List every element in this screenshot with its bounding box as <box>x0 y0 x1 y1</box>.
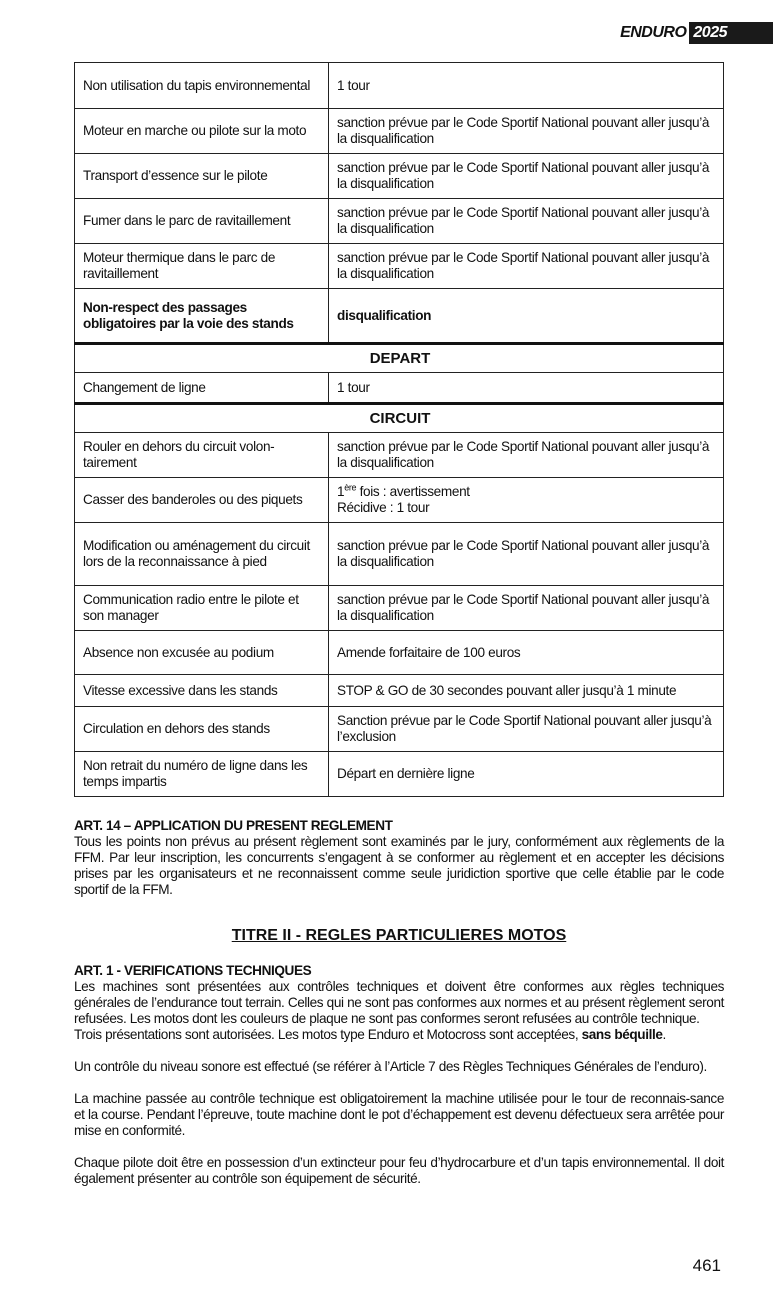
sanction-cell: sanction prévue par le Code Sportif National pouvant aller jusqu’à la disqualification <box>329 586 724 631</box>
infraction-cell: Vitesse excessive dans les stands <box>75 675 329 707</box>
infraction-cell: Non utilisation du tapis environnemental <box>75 63 329 109</box>
infraction-cell: Rouler en dehors du circuit volon-tairement <box>75 433 329 478</box>
table-row <box>75 675 724 707</box>
art1-paragraph-1: Les machines sont présentées aux contrôles techniques et doivent être conformes aux règles techniques générales de l’endurance tout terrain. Celles qui ne sont pas conformes aux normes et au présent règlement seront refusées. Les motos dont les couleurs de plaque ne sont pas conformes seront refusées au contrôle technique. <box>74 979 724 1026</box>
table-row <box>75 523 724 586</box>
infraction-cell: Circulation en dehors des stands <box>75 707 329 752</box>
table-row <box>75 63 724 109</box>
sanction-cell: STOP & GO de 30 secondes pouvant aller jusqu’à 1 minute <box>329 675 724 707</box>
sanction-cell: disqualification <box>329 289 724 344</box>
section-row-depart <box>75 344 724 373</box>
infraction-cell: Moteur thermique dans le parc de ravitaillement <box>75 244 329 289</box>
section-title: DEPART <box>75 344 724 373</box>
brand-year: 2025 <box>689 22 773 44</box>
table-row <box>75 631 724 675</box>
sanction-cell: sanction prévue par le Code Sportif National pouvant aller jusqu’à la disqualification <box>329 433 724 478</box>
table-row <box>75 373 724 404</box>
infraction-cell: Modification ou aménagement du circuit lors de la reconnaissance à pied <box>75 523 329 586</box>
infraction-cell: Transport d’essence sur le pilote <box>75 154 329 199</box>
page-number: 461 <box>692 1256 721 1275</box>
titre-ii-heading: TITRE II - REGLES PARTICULIERES MOTOS <box>231 927 567 944</box>
art14-section <box>74 818 724 898</box>
infraction-cell: Non retrait du numéro de ligne dans les temps impartis <box>75 752 329 797</box>
sanction-cell <box>329 478 724 523</box>
table-row <box>75 199 724 244</box>
sanction-second-line: Récidive : 1 tour <box>337 500 430 515</box>
sanction-cell: Sanction prévue par le Code Sportif National pouvant aller jusqu’à l’exclusion <box>329 707 724 752</box>
infraction-cell: Communication radio entre le pilote et son manager <box>75 586 329 631</box>
table-row <box>75 478 724 523</box>
sanction-cell: sanction prévue par le Code Sportif National pouvant aller jusqu’à la disqualification <box>329 154 724 199</box>
sanctions-table <box>74 62 724 797</box>
art14-body: Tous les points non prévus au présent règlement sont examinés par le jury, conformément aux règlements de la FFM. Par leur inscription, les concurrents s’engagent à se conformer au règlement et en accepter les décisions prises par les organisateurs et ne reconnaissent comme seule juridiction sportive que celle établie par le code sportif de la FFM. <box>74 834 724 897</box>
art1-paragraph-4: La machine passée au contrôle technique est obligatoirement la machine utilisée pour le tour de reconnais-sance et la course. Pendant l’épreuve, toute machine dont le pot d’échappement est devenu défectueux sera arrêtée pour mise en conformité. <box>74 1091 724 1138</box>
table-row <box>75 752 724 797</box>
sanction-cell: sanction prévue par le Code Sportif National pouvant aller jusqu’à la disqualification <box>329 523 724 586</box>
table-row <box>75 586 724 631</box>
sanction-first-line: 1ère fois : avertissement <box>337 482 470 499</box>
sanction-cell: sanction prévue par le Code Sportif National pouvant aller jusqu’à la disqualification <box>329 244 724 289</box>
art1-heading: ART. 1 - VERIFICATIONS TECHNIQUES <box>74 963 312 978</box>
brand-enduro: ENDURO <box>620 24 687 41</box>
infraction-cell: Non-respect des passages obligatoires par la voie des stands <box>75 289 329 344</box>
sanction-cell: sanction prévue par le Code Sportif National pouvant aller jusqu’à la disqualification <box>329 199 724 244</box>
section-title: CIRCUIT <box>75 404 724 433</box>
table-row <box>75 289 724 344</box>
infraction-cell: Fumer dans le parc de ravitaillement <box>75 199 329 244</box>
table-row <box>75 707 724 752</box>
table-row <box>75 433 724 478</box>
art1-section <box>74 963 724 1187</box>
art14-heading: ART. 14 – APPLICATION DU PRESENT REGLEMENT <box>74 818 393 833</box>
infraction-cell: Changement de ligne <box>75 373 329 404</box>
sanction-cell: sanction prévue par le Code Sportif National pouvant aller jusqu’à la disqualification <box>329 109 724 154</box>
table-row <box>75 244 724 289</box>
infraction-cell: Moteur en marche ou pilote sur la moto <box>75 109 329 154</box>
infraction-cell: Absence non excusée au podium <box>75 631 329 675</box>
sanction-cell: Amende forfaitaire de 100 euros <box>329 631 724 675</box>
art1-paragraph-2: Trois présentations sont autorisées. Les motos type Enduro et Motocross sont acceptées, sans béquille. <box>74 1027 666 1042</box>
art1-paragraph-5: Chaque pilote doit être en possession d’un extincteur pour feu d’hydrocarbure et d’un tapis environnemental. Il doit également présenter au contrôle son équipement de sécurité. <box>74 1155 724 1186</box>
table-row <box>75 154 724 199</box>
table-row <box>75 109 724 154</box>
sanction-cell: Départ en dernière ligne <box>329 752 724 797</box>
art1-paragraph-3: Un contrôle du niveau sonore est effectué (se référer à l’Article 7 des Règles Techniques Générales de l’enduro). <box>74 1059 707 1074</box>
superscript: ère <box>344 482 357 493</box>
brand-header <box>620 22 773 44</box>
bold-emphasis: sans béquille <box>581 1027 663 1042</box>
section-row-circuit <box>75 404 724 433</box>
sanction-cell: 1 tour <box>329 373 724 404</box>
infraction-cell: Casser des banderoles ou des piquets <box>75 478 329 523</box>
sanction-cell: 1 tour <box>329 63 724 109</box>
